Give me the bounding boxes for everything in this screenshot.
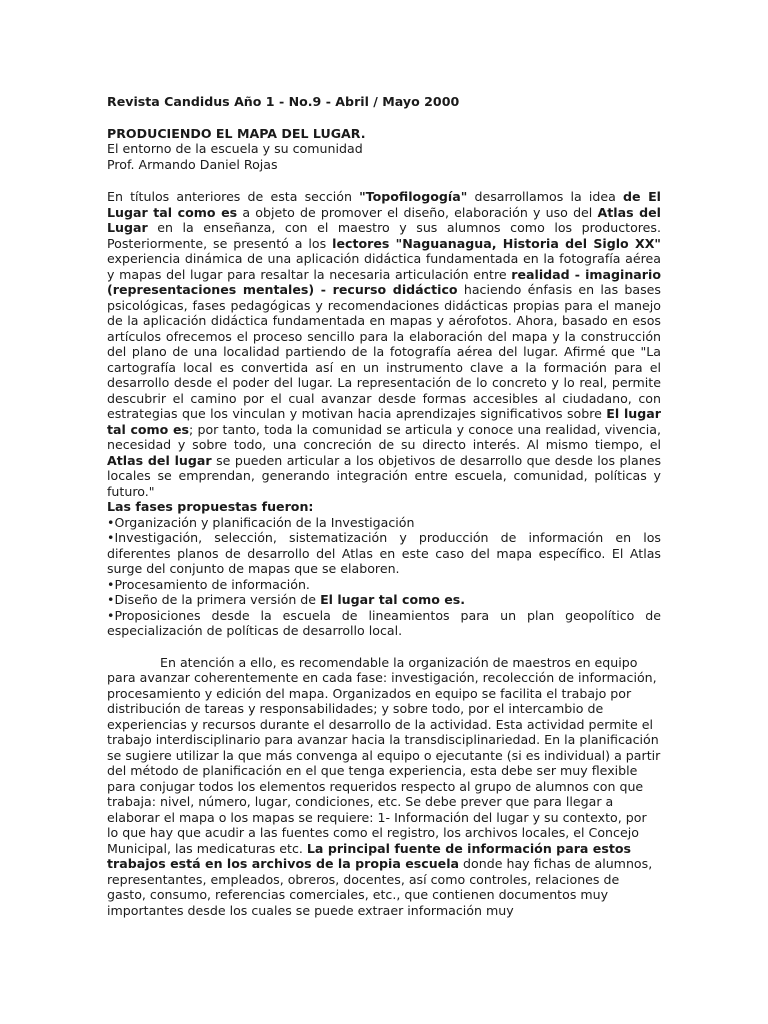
intro-text-5: experiencia dinámica de una aplicación didáctica fundamentada en la fotografía aérea y mapas del lugar para resaltar la necesaria articulación entre — [107, 251, 661, 282]
article-author: Prof. Armando Daniel Rojas — [107, 156, 278, 172]
intro-text-2: desarrollamos la idea — [467, 189, 623, 204]
para2-text-2: donde hay fichas de alumnos, representantes, empleados, obreros, docentes, así como controles, relaciones de gasto, consumo, referencias comerciales, etc., que contienen documentos muy importantes desde los cuales se puede extraer información muy — [107, 856, 653, 918]
intro-bold-6: El lugar tal como es — [107, 406, 661, 437]
list-item — [107, 608, 661, 639]
intro-text-4: en la enseñanza, con el maestro y sus alumnos como los productores. Posteriormente, se presentó a los — [107, 220, 661, 251]
phase-text: Organización y planificación de la Investigación — [114, 514, 415, 530]
list-item — [107, 530, 661, 577]
phases-heading: Las fases propuestas fueron: — [107, 499, 314, 514]
body-paragraph — [107, 655, 661, 919]
intro-bold-5: realidad - imaginario (representaciones mentales) - recurso didáctico — [107, 266, 661, 297]
phase-text: Proposiciones desde la escuela de lineamientos para un plan geopolítico de especialización de políticas de desarrollo local. — [107, 607, 661, 638]
phase-text: Procesamiento de información. — [114, 576, 310, 592]
list-item — [107, 592, 661, 608]
intro-text-1: En títulos anteriores de esta sección — [107, 189, 360, 204]
phase-text: Diseño de la primera versión de — [114, 592, 321, 607]
intro-text-6: haciendo énfasis en las bases psicológicas, fases pedagógicas y recomendaciones didácticas propias para el manejo de la aplicación didáctica fundamentada en mapas y aérofotos. Ahora, basado en esos artículos ofrecemos el proceso sencillo para la elaboración del mapa y la construcción del plano de una localidad partiendo de la fotografía aérea del lugar. Afirmé que "La cartografía local es convertida así en un instrumento clave a la formación para el desarrollo desde el poder del lugar. La representación de lo concreto y lo real, permite descubrir el camino por el cual avanzar desde formas accesibles al ciudadano, con estrategias que los vinculan y motivan hacia aprendizajes significativos sobre — [107, 282, 661, 421]
intro-bold-4: lectores "Naguanagua, Historia del Siglo XX" — [332, 235, 661, 251]
intro-bold-7: Atlas del lugar — [107, 452, 212, 468]
intro-text-8: se pueden articular a los objetivos de desarrollo que desde los planes locales se emprendan, generando integración entre escuela, comunidad, políticas y futuro." — [107, 452, 662, 499]
intro-bold-2: de El Lugar tal como es — [107, 189, 661, 220]
bullet-icon: • — [107, 514, 115, 530]
bullet-icon: • — [107, 607, 115, 623]
phase-bold-text: El lugar tal como es. — [320, 592, 466, 607]
bullet-icon: • — [107, 576, 115, 592]
bullet-icon: • — [107, 592, 115, 607]
article-title: PRODUCIENDO EL MAPA DEL LUGAR. — [107, 125, 366, 141]
article-title-block — [107, 126, 661, 173]
para2-bold-1: La principal fuente de información para estos trabajos está en los archivos de la propia escuela — [107, 840, 631, 871]
publication-header: Revista Candidus Año 1 - No.9 - Abril / Mayo 2000 — [107, 94, 460, 109]
intro-paragraph — [107, 189, 661, 499]
phases-list — [107, 515, 661, 639]
article-subtitle: El entorno de la escuela y su comunidad — [107, 141, 363, 156]
list-item — [107, 515, 661, 531]
list-item — [107, 577, 661, 593]
phase-text: Investigación, selección, sistematización y producción de información en los diferentes planos de desarrollo del Atlas en este caso del mapa específico. El Atlas surge del conjunto de mapas que se elaboren. — [107, 530, 661, 576]
para2-text-1: En atención a ello, es recomendable la organización de maestros en equipo para avanzar coherentemente en cada fase: investigación, recolección de información, procesamiento y edición del mapa. Organizados en equipo se facilita el trabajo por distribución de tareas y responsabilidades; y sobre todo, por el intercambio de experiencias y recursos durante el desarrollo de la actividad. Esta actividad permite el trabajo interdisciplinario para avanzar hacia la transdisciplinariedad. En la planificación se sugiere utilizar la que más convenga al equipo o ejecutante (si es individual) a partir del método de planificación en el que tenga experiencia, esta debe ser muy flexible para conjugar todos los elementos requeridos respecto al grupo de alumnos con que trabaja: nivel, número, lugar, condiciones, etc. Se debe prever que para llegar a elaborar el mapa o los mapas se requiere: 1- Información del lugar y su contexto, por lo que hay que acudir a las fuentes como el registro, los archivos locales, el Concejo Municipal, las medicaturas etc. — [107, 654, 661, 856]
bullet-icon: • — [107, 530, 115, 545]
intro-bold-1: "Topofilogogía" — [359, 189, 468, 204]
intro-bold-3: Atlas del Lugar — [107, 204, 661, 235]
intro-text-3: a objeto de promover el diseño, elaboración y uso del — [237, 204, 598, 220]
intro-text-7: ; por tanto, toda la comunidad se articula y conoce una realidad, vivencia, necesidad y sobre todo, una concreción de su directo interés. Al mismo tiempo, el — [107, 421, 661, 452]
